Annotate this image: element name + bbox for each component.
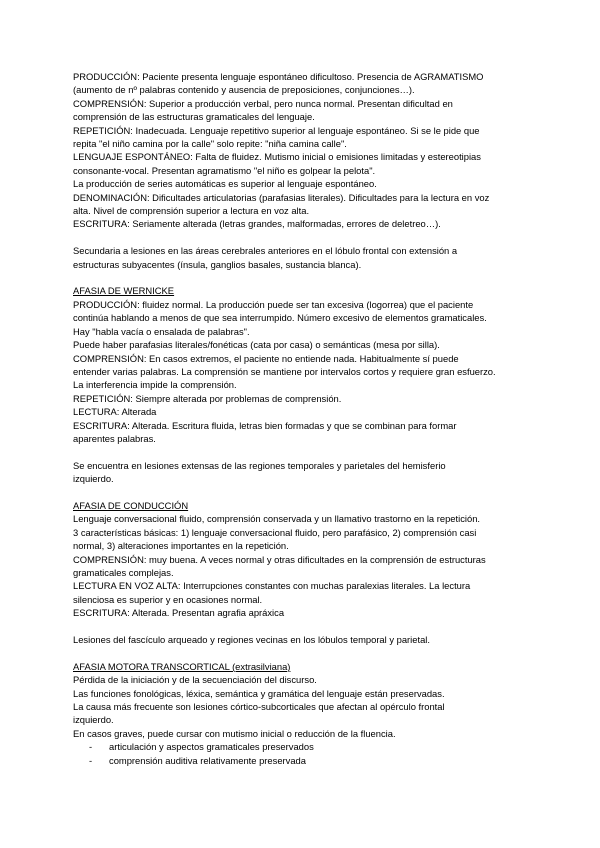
text-line: consonante-vocal. Presentan agramatismo "el niño es golpear la pelota". xyxy=(73,164,376,176)
list-item xyxy=(73,740,533,753)
text-line: REPETICIÓN: Inadecuada. Lenguaje repetitivo superior al lenguaje espontáneo. Si se le pide que xyxy=(73,124,480,136)
text-line: ESCRITURA: Seriamente alterada (letras grandes, malformadas, errores de deletreo…). xyxy=(73,218,441,230)
text-line: Las funciones fonológicas, léxica, semántica y gramática del lenguaje están preservadas. xyxy=(73,687,445,699)
text-line: LECTURA EN VOZ ALTA: Interrupciones constantes con muchas paralexias literales. La lectura xyxy=(73,580,471,592)
text-line: REPETICIÓN: Siempre alterada por problemas de comprensión. xyxy=(73,392,342,404)
conduccion-description xyxy=(73,512,533,619)
text-line: La producción de series automáticas es superior al lenguaje espontáneo. xyxy=(73,178,377,190)
text-line: alta. Nivel de comprensión superior a lectura en voz alta. xyxy=(73,205,310,217)
text-line: PRODUCCIÓN: fluidez normal. La producción puede ser tan excesiva (logorrea) que el paciente xyxy=(73,298,474,310)
text-line: COMPRENSIÓN: muy buena. A veces normal y otras dificultades en la comprensión de estructuras xyxy=(73,553,486,565)
text-line: aparentes palabras. xyxy=(73,432,156,444)
paragraph-gap xyxy=(73,231,533,244)
text-line: silenciosa es superior y en ocasiones normal. xyxy=(73,593,263,605)
text-line: ESCRITURA: Alterada. Presentan agrafia apráxica xyxy=(73,607,285,619)
text-line: (aumento de nº palabras contenido y ausencia de preposiciones, conjunciones…). xyxy=(73,84,415,96)
list-item xyxy=(73,754,533,767)
bullet-marker: - xyxy=(89,754,93,766)
paragraph-gap xyxy=(73,646,533,659)
text-line: La interferencia impide la comprensión. xyxy=(73,379,237,391)
text-line: LENGUAJE ESPONTÁNEO: Falta de fluidez. Mutismo inicial o emisiones limitadas y estereotipias xyxy=(73,151,481,163)
text-line: Lenguaje conversacional fluido, comprensión conservada y un llamativo trastorno en la repetición. xyxy=(73,513,481,525)
text-line: Lesiones del fascículo arqueado y regiones vecinas en los lóbulos temporal y parietal. xyxy=(73,633,430,645)
section-heading-transcortical: AFASIA MOTORA TRANSCORTICAL (extrasilviana) xyxy=(73,660,291,672)
paragraph-gap xyxy=(73,271,533,284)
paragraph-gap xyxy=(73,445,533,458)
text-line: En casos graves, puede cursar con mutismo inicial o reducción de la fluencia. xyxy=(73,727,396,739)
text-line: COMPRENSIÓN: Superior a producción verbal, pero nunca normal. Presentan dificultad en xyxy=(73,97,453,109)
text-line: Puede haber parafasias literales/fonéticas (cata por casa) o semánticas (mesa por silla). xyxy=(73,339,440,351)
wernicke-localization xyxy=(73,459,533,486)
text-line: comprensión de las estructuras gramaticales del lenguaje. xyxy=(73,111,315,123)
text-line: COMPRENSIÓN: En casos extremos, el paciente no entiende nada. Habitualmente sí puede xyxy=(73,352,459,364)
document-body xyxy=(73,70,533,767)
text-line: Se encuentra en lesiones extensas de las regiones temporales y parietales del hemisferio xyxy=(73,459,446,471)
text-line: repita "el niño camina por la calle" solo repite: "niña camina calle". xyxy=(73,138,347,150)
text-line: 3 características básicas: 1) lenguaje conversacional fluido, pero parafásico, 2) comprensión casi xyxy=(73,526,477,538)
text-line: Hay "habla vacía o ensalada de palabras". xyxy=(73,325,250,337)
paragraph-gap xyxy=(73,620,533,633)
text-line: ESCRITURA: Alterada. Escritura fluida, letras bien formadas y que se combinan para formar xyxy=(73,419,457,431)
text-line: LECTURA: Alterada xyxy=(73,406,157,418)
section-heading-conduccion: AFASIA DE CONDUCCIÓN xyxy=(73,499,189,511)
section-heading-wernicke: AFASIA DE WERNICKE xyxy=(73,285,175,297)
broca-description xyxy=(73,70,533,231)
text-line: DENOMINACIÓN: Dificultades articulatorias (parafasias literales). Dificultades para la lectura en voz xyxy=(73,191,490,203)
text-line: estructuras subyacentes (ínsula, ganglios basales, sustancia blanca). xyxy=(73,258,362,270)
transcortical-description xyxy=(73,673,533,740)
text-line: La causa más frecuente son lesiones córtico-subcorticales que afectan al opérculo frontal xyxy=(73,701,445,712)
list-item-text: articulación y aspectos gramaticales preservados xyxy=(109,741,314,753)
text-line: entender varias palabras. La comprensión se mantiene por intervalos cortos y requiere gran esfuerzo. xyxy=(73,365,496,377)
text-line: izquierdo. xyxy=(73,473,114,485)
broca-localization xyxy=(73,244,533,271)
text-line: PRODUCCIÓN: Paciente presenta lenguaje espontáneo dificultoso. Presencia de AGRAMATISMO xyxy=(73,71,484,82)
text-line: normal, 3) alteraciones importantes en la repetición. xyxy=(73,540,289,552)
text-line: continúa hablando a menos de que sea interrumpido. Número excesivo de elementos gramaticales. xyxy=(73,312,487,324)
bullet-marker: - xyxy=(89,741,93,753)
text-line: Pérdida de la iniciación y de la secuenciación del discurso. xyxy=(73,674,317,686)
wernicke-description xyxy=(73,298,533,445)
bullet-list xyxy=(73,740,533,767)
text-line: gramaticales complejas. xyxy=(73,566,174,578)
text-line: izquierdo. xyxy=(73,714,114,726)
paragraph-gap xyxy=(73,486,533,499)
list-item-text: comprensión auditiva relativamente preservada xyxy=(109,754,306,766)
conduccion-localization xyxy=(73,633,533,646)
text-line: Secundaria a lesiones en las áreas cerebrales anteriores en el lóbulo frontal con extensión a xyxy=(73,245,458,257)
